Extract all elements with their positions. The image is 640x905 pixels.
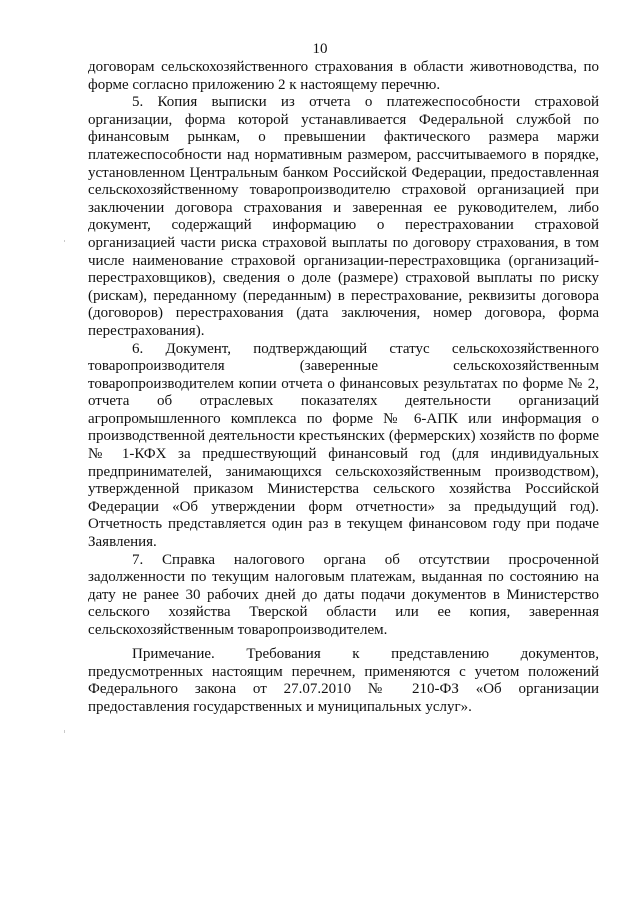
document-body [88,59,599,640]
paragraph-item-7: 7. Справка налогового органа об отсутствии просроченной задолженности по текущим налоговым платежам, выданная по состоянию на дату не ранее 30 рабочих дней до даты подачи документов в Министерство сельского хозяйства Тверской области или ее копия, заверенная сельскохозяйственным товаропроизводителем. [88,551,599,638]
paragraph-continuation: договорам сельскохозяйственного страхования в области животноводства, по форме согласно приложению 2 к настоящему перечню. [88,59,599,93]
page-number: 10 [312,41,328,57]
paragraph-item-5: 5. Копия выписки из отчета о платежеспособности страховой организации, форма которой устанавливается Федеральной службой по финансовым рынкам, о превышении фактического размера маржи платежеспособности над нормативным размером, рассчитываемого в порядке, установленном Центральным банком Российской Федерации, предоставленная сельскохозяйственному товаропроизводителю страховой организацией при заключении договора страхования и заверенная ее руководителем, либо документ, содержащий информацию о перестраховании страховой организацией части риска страховой выплаты по договору страхования, в том числе наименование страховой организации-перестраховщика (организаций-перестраховщиков), сведения о доле (размере) страховой выплаты по риску (рискам), переданному (переданным) в перестрахование, реквизиты договора (договоров) перестрахования (дата заключения, номер договора, форма перестрахования). [88,94,599,339]
scan-edge-mark [64,240,65,242]
note-section [88,646,599,716]
paragraph-item-6: 6. Документ, подтверждающий статус сельскохозяйственного товаропроизводителя (заверенные сельскохозяйственным товаропроизводителем копии отчета о финансовых результатах по форме № 2, отчета об отраслевых показателях деятельности организаций агропромышленного комплекса по форме № 6-АПК или информация о производственной деятельности крестьянских (фермерских) хозяйств по форме № 1-КФХ за предшествующий финансовый год (для индивидуальных предпринимателей, занимающихся сельскохозяйственным производством), утвержденной приказом Министерства сельского хозяйства Российской Федерации «Об утверждении форм отчетности» за предыдущий год). Отчетность представляется один раз в текущем финансовом году при подаче Заявления. [88,340,599,551]
scan-edge-mark [64,730,65,733]
note-paragraph: Примечание. Требования к представлению документов, предусмотренных настоящим перечнем, применяются с учетом положений Федерального закона от 27.07.2010 № 210-ФЗ «Об организации предоставления государственных и муниципальных услуг». [88,646,599,715]
